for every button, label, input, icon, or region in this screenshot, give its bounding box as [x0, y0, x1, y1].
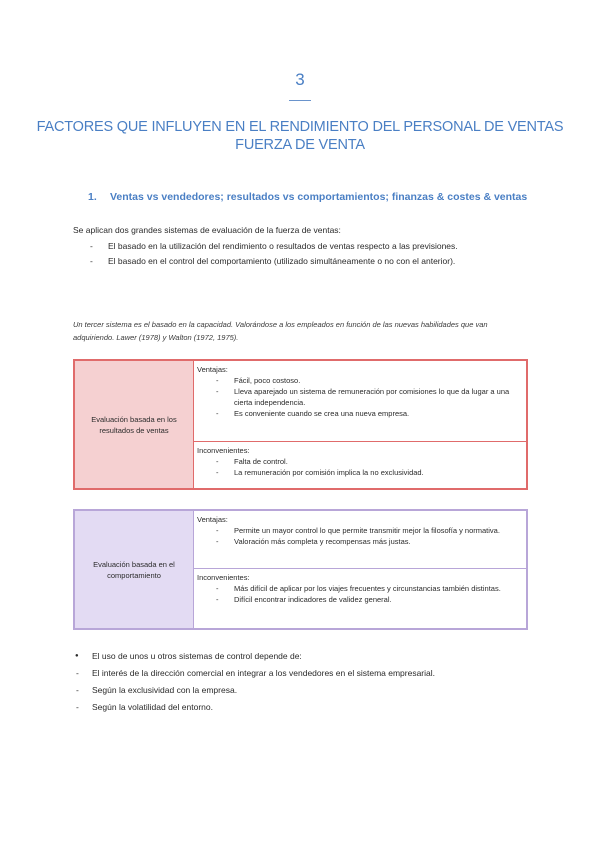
advantages-list [197, 525, 522, 547]
bullet-item: ● El uso de unos u otros sistemas de control depende de: [73, 648, 543, 665]
italic-note: Un tercer sistema es el basado en la capacidad. Valorándose a los empleados en función de las nuevas habilidades que van adquiriendo. Lawer (1978) y Walton (1972, 1975). [73, 320, 488, 342]
list-item: - Según la exclusividad con la empresa. [73, 682, 543, 699]
list-item: - Fácil, poco costoso. [197, 375, 522, 386]
list-item: - El interés de la dirección comercial en integrar a los vendedores en el sistema empresarial. [73, 665, 543, 682]
list-item: - Permite un mayor control lo que permite transmitir mejor la filosofía y normativa. [197, 525, 522, 536]
results-disadvantages-cell [194, 441, 528, 489]
section-heading-text: Ventas vs vendedores; resultados vs comportamientos; finanzas & costes & ventas [110, 191, 528, 203]
page-title-line-1: FACTORES QUE INFLUYEN EN EL RENDIMIENTO DEL PERSONAL DE VENTAS [36, 119, 564, 135]
disadvantages-list [197, 583, 522, 605]
list-item: - Según la volatilidad del entorno. [73, 699, 543, 716]
intro-list [73, 239, 528, 269]
list-item: - Valoración más completa y recompensas más justas. [197, 536, 522, 547]
list-item: - Falta de control. [197, 456, 522, 467]
results-advantages-cell [194, 360, 528, 441]
disadvantages-title: Inconvenientes: [197, 445, 250, 455]
results-evaluation-table [73, 359, 528, 490]
page-number-underline [289, 100, 311, 101]
section-number: 1. [88, 191, 97, 203]
advantages-list [197, 375, 522, 419]
intro-paragraph: Se aplican dos grandes sistemas de evaluación de la fuerza de ventas: [73, 225, 341, 235]
behaviour-disadvantages-cell [194, 568, 528, 629]
disadvantages-title: Inconvenientes: [197, 572, 250, 582]
behaviour-advantages-cell [194, 510, 528, 568]
disadvantages-list [197, 456, 522, 478]
list-item: - El basado en la utilización del rendimiento o resultados de ventas respecto a las previsiones. [73, 239, 528, 254]
behaviour-evaluation-label: Evaluación basada en el comportamiento [74, 510, 194, 629]
list-item: - La remuneración por comisión implica la no exclusividad. [197, 467, 522, 478]
list-item: - Difícil encontrar indicadores de validez general. [197, 594, 522, 605]
behaviour-evaluation-table [73, 509, 528, 630]
section-heading [88, 189, 530, 206]
page-title-line-2: FUERZA DE VENTA [235, 137, 365, 153]
results-evaluation-label: Evaluación basada en los resultados de ventas [74, 360, 194, 489]
page-number: 3 [295, 70, 305, 89]
list-item: - Es conveniente cuando se crea una nueva empresa. [197, 408, 522, 419]
advantages-title: Ventajas: [197, 515, 228, 524]
list-item: - Más difícil de aplicar por los viajes frecuentes y circunstancias también distintas. [197, 583, 522, 594]
final-list [73, 648, 543, 716]
list-item: - El basado en el control del comportamiento (utilizado simultáneamente o no con el anterior). [73, 254, 528, 269]
advantages-title: Ventajas: [197, 365, 228, 374]
page-title [0, 118, 600, 154]
list-item: - Lleva aparejado un sistema de remuneración por comisiones lo que da lugar a una cierta independencia. [197, 386, 522, 408]
